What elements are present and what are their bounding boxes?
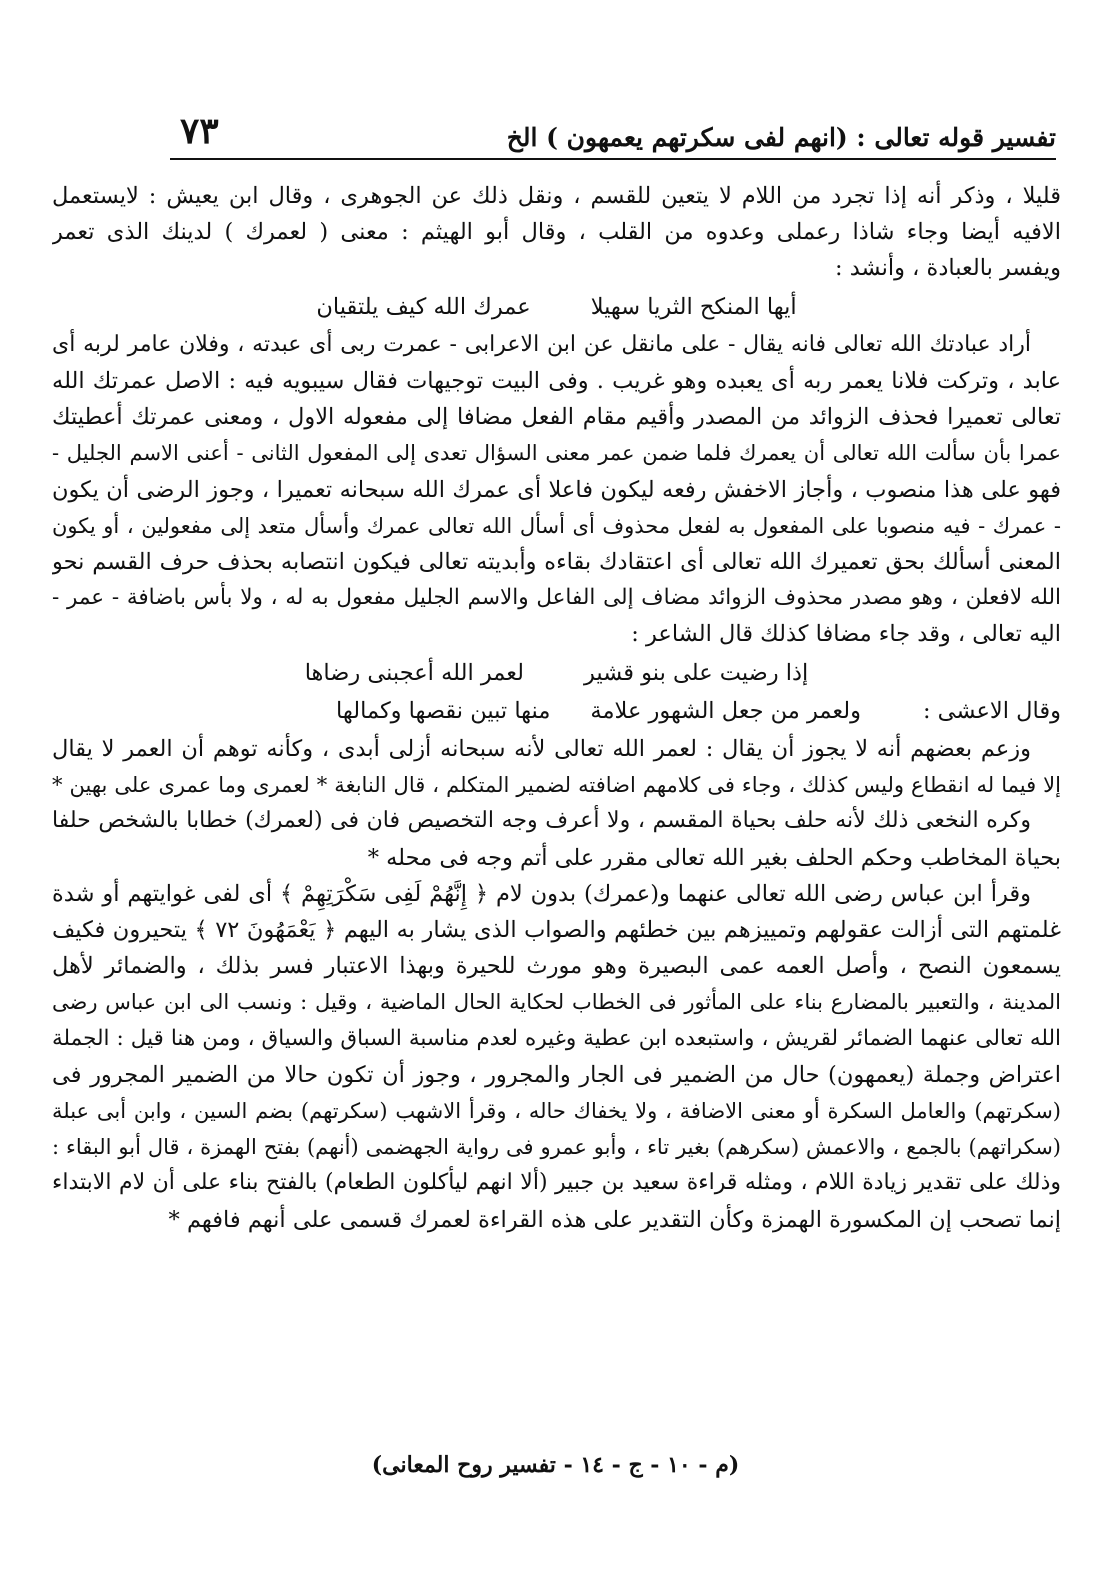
text-line: - عمرك - فيه منصوبا على المفعول به لفعل محذوف أى أسأل الله تعالى عمرك وأسأل متعد إلى مفعولين ، أو يكون xyxy=(52,513,1061,538)
text-line: غلمتهم التى أزالت عقولهم وتمييزهم بين خطئهم والصواب الذى يشار به اليهم ﴿ يَعْمَهُونَ ٧٢ ﴾ يتحيرون فكيف xyxy=(52,917,1061,944)
text-line: اعتراض وجملة (يعمهون) حال من الضمير فى الجار والمجرور ، وجوز أن تكون حالا من الضمير المجرور فى xyxy=(52,1061,1061,1088)
text-line: إنما تصحب إن المكسورة الهمزة وكأن التقدير على هذه القراءة لعمرك قسمى على أنهم فافهم * xyxy=(168,1206,1061,1233)
text-line: اليه تعالى ، وقد جاء مضافا كذلك قال الشاعر : xyxy=(631,621,1061,648)
text-line: المعنى أسألك بحق تعميرك الله تعالى أى اعتقادك بقاءه وأبديته تعالى فيكون انتصابه بحذف حرف القسم نحو xyxy=(52,549,1061,576)
text-line: فهو على هذا منصوب ، وأجاز الاخفش رفعه ليكون فاعلا أى عمرك الله سبحانه تعميرا ، وجوز الرضى أن يكون xyxy=(52,476,1061,503)
text-line: الله تعالى عنهما الضمائر لقريش ، واستبعده ابن عطية وغيره لعدم مناسبة السباق والسياق ، ومن هنا قيل : الجملة xyxy=(52,1025,1061,1051)
paragraph-5 xyxy=(52,876,1061,1238)
text-line: وزعم بعضهم أنه لا يجوز أن يقال : لعمر الله تعالى لأنه سبحانه أزلى أبدى ، وكأنه توهم أن العمر لا يقال xyxy=(52,736,1031,763)
text-line: يسمعون النصح ، وأصل العمه عمى البصيرة وهو مورث للحيرة وبهذا الاعتبار فسر بذلك ، والضمائر لأهل xyxy=(52,953,1061,980)
hemistich-left: منها تبين نقصها وكمالها xyxy=(336,697,551,724)
text-line: أراد عبادتك الله تعالى فانه يقال - على مانقل عن ابن الاعرابى - عمرت ربى أى عبدته ، وفلان عامر لربه أى xyxy=(52,331,1031,357)
poem-attribution: وقال الاعشى : xyxy=(922,697,1061,724)
hemistich-left: عمرك الله كيف يلتقيان xyxy=(316,293,531,320)
poem-verse-3 xyxy=(52,693,1061,729)
text-line: المدينة ، والتعبير بالمضارع بناء على المأثور فى الخطاب لحكاية الحال الماضية ، وقيل : ونسب الى ابن عباس رضى xyxy=(52,990,1061,1015)
poem-verse-2 xyxy=(52,655,1061,691)
paragraph-2 xyxy=(52,327,1061,653)
text-line: عابد ، وتركت فلانا يعمر ربه أى يعبده وهو غريب . وفى البيت توجيهات فقال سيبويه فيه : الاصل عمرتك الله xyxy=(52,368,1061,395)
text-line: (سكراتهم) بالجمع ، والاعمش (سكرهم) بغير تاء ، وأبو عمرو فى رواية الجهضمى (أنهم) بفتح الهمزة ، قال أبو البقاء : xyxy=(52,1135,1061,1160)
text-line: (سكرتهم) والعامل السكرة أو معنى الاضافة ، ولا يخفاك حاله ، وقرأ الاشهب (سكرتهم) بضم السين ، وابن أبى عبلة xyxy=(52,1099,1061,1124)
poem-verse-1 xyxy=(52,289,1061,325)
text-line: الله لافعلن ، وهو مصدر محذوف الزوائد مضاف إلى الفاعل والاسم الجليل مفعول به له ، ولا بأس باضافة - عمر - xyxy=(52,585,1061,611)
page-body xyxy=(52,178,1061,1238)
text-line: تعالى تعميرا فحذف الزوائد من المصدر وأقيم مقام الفعل مضافا إلى مفعوله الاول ، ومعنى عمرتك أعطيتك xyxy=(52,404,1061,431)
text-line: وقرأ ابن عباس رضى الله تعالى عنهما و(عمرك) بدون لام ﴿ إِنَّهُمْ لَفِى سَكْرَتِهِمْ ﴾ أى لفى غوايتهم أو شدة xyxy=(52,880,1031,907)
text-line: ويفسر بالعبادة ، وأنشد : xyxy=(835,255,1061,282)
text-line: عمرا بأن سألت الله تعالى أن يعمرك فلما ضمن عمر معنى السؤال تعدى إلى المفعول الثانى - أعنى الاسم الجليل - xyxy=(52,441,1061,466)
text-line: قليلا ، وذكر أنه إذا تجرد من اللام لا يتعين للقسم ، ونقل ذلك عن الجوهرى ، وقال ابن يعيش : لايستعمل xyxy=(52,183,1061,209)
page-header xyxy=(170,104,1056,160)
paragraph-1 xyxy=(52,178,1061,287)
page-footer-signature: (م - ١٠ - ج - ١٤ - تفسير روح المعانى) xyxy=(371,1452,740,1478)
hemistich-right: إذا رضيت على بنو قشير xyxy=(583,659,809,686)
text-line: وكره النخعى ذلك لأنه حلف بحياة المقسم ، ولا أعرف وجه التخصيص فان فى (لعمرك) خطابا بالشخص حلفا xyxy=(52,808,1031,834)
text-line: بحياة المخاطب وحكم الحلف بغير الله تعالى مقرر على أتم وجه فى محله * xyxy=(367,844,1061,871)
paragraph-3 xyxy=(52,731,1061,803)
text-line: وذلك على تقدير زيادة اللام ، ومثله قراءة سعيد بن جبير (ألا انهم ليأكلون الطعام) بالفتح بناء على أن لام الابتداء xyxy=(52,1170,1061,1196)
text-line: الافيه أيضا وجاء شاذا رعملى وعدوه من القلب ، وقال أبو الهيثم : معنى ( لعمرك ) لدينك الذى تعمر xyxy=(52,219,1061,246)
running-title: تفسير قوله تعالى : (انهم لفى سكرتهم يعمهون ) الخ xyxy=(506,123,1056,152)
page-number: ٧٣ xyxy=(180,110,219,152)
text-line: إلا فيما له انقطاع وليس كذلك ، وجاء فى كلامهم اضافته لضمير المتكلم ، قال النابغة * لعمرى وما عمرى على بهين * xyxy=(52,773,1061,798)
hemistich-right: أيها المنكح الثريا سهيلا xyxy=(590,293,797,320)
paragraph-4 xyxy=(52,803,1061,875)
hemistich-left: لعمر الله أعجبنى رضاها xyxy=(304,659,524,686)
hemistich-right: ولعمر من جعل الشهور علامة xyxy=(590,697,861,724)
